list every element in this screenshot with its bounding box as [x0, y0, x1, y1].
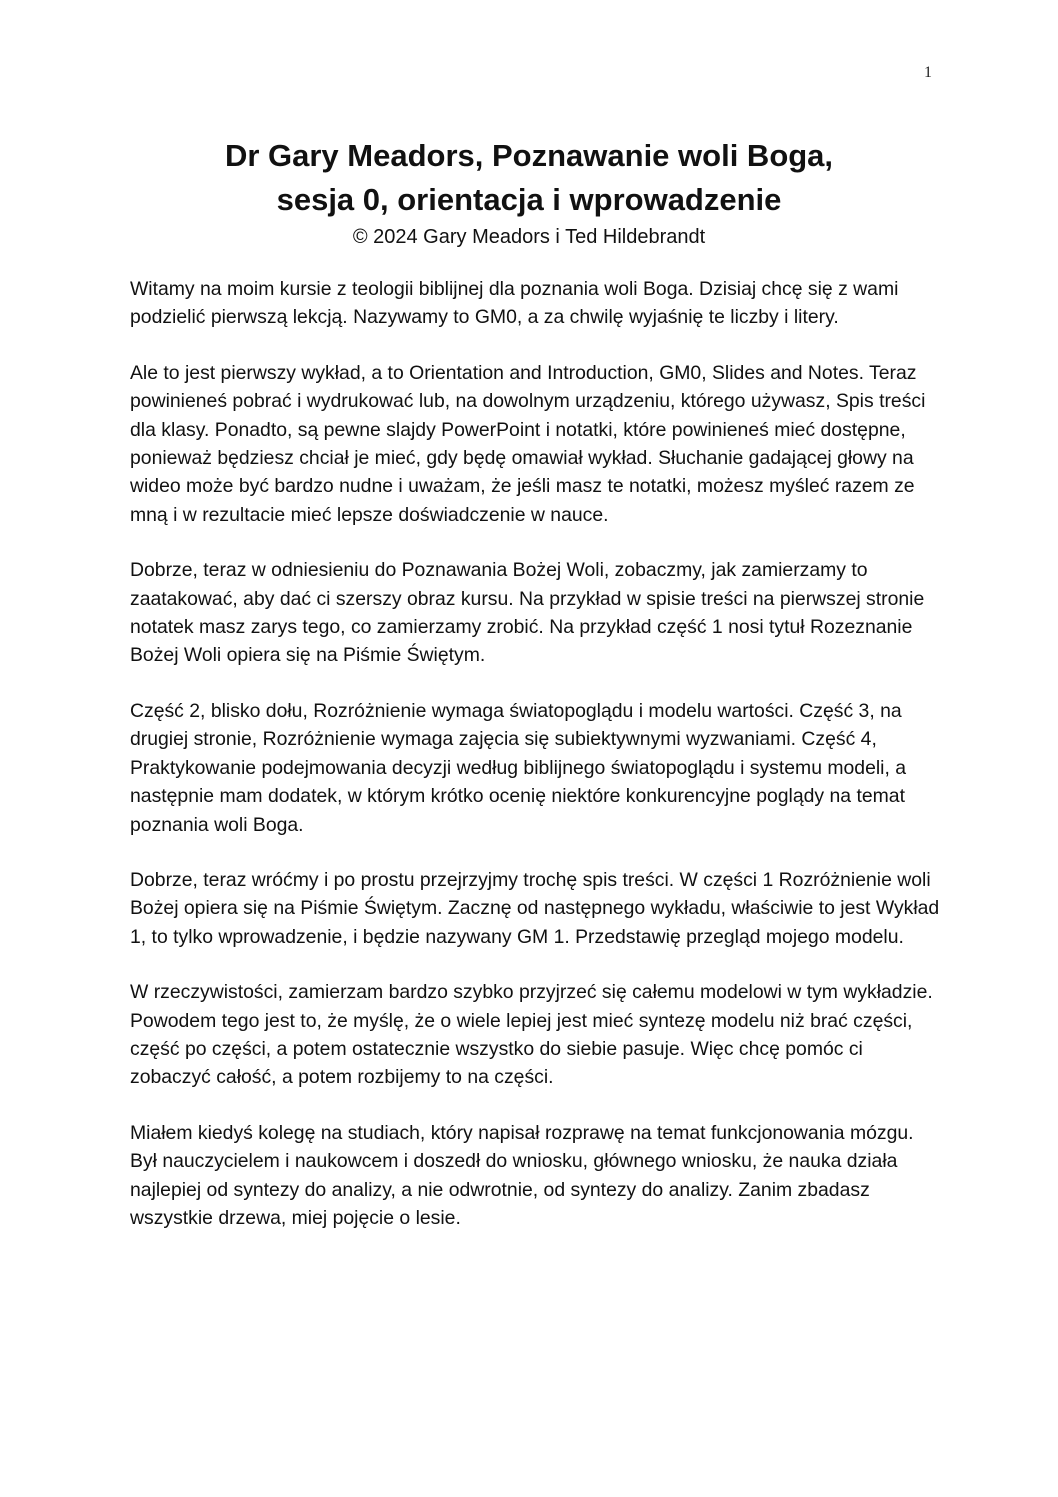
paragraph: Część 2, blisko dołu, Rozróżnienie wymaga światopoglądu i modelu wartości. Część 3, na drugiej stronie, Rozróżnienie wymaga zajęcia się subiektywnymi wyzwaniami. Część 4, Praktykowanie podejmowania decyzji według biblijnego światopoglądu i systemu modeli, a następnie mam dodatek, w którym krótko ocenię niektóre konkurencyjne poglądy na temat poznania woli Boga.: [130, 699, 907, 836]
paragraph: Miałem kiedyś kolegę na studiach, który napisał rozprawę na temat funkcjonowania mózgu. Był nauczycielem i naukowcem i doszedł do wniosku, głównego wniosku, że nauka działa najlepiej od syntezy do analizy, a nie odwrotnie, od syntezy do analizy. Zanim zbadasz wszystkie drzewa, miej pojęcie o lesie.: [130, 1121, 914, 1229]
paragraph: W rzeczywistości, zamierzam bardzo szybko przyjrzeć się całemu modelowi w tym wykładzie. Powodem tego jest to, że myślę, że o wiele lepiej jest mieć syntezę modelu niż brać części, część po części, a potem ostatecznie wszystko do siebie pasuje. Więc chcę pomóc ci zobaczyć całość, a potem rozbijemy to na części.: [130, 981, 933, 1089]
document-title-line-2: sesja 0, orientacja i wprowadzenie: [276, 182, 782, 217]
page-number: 1: [924, 64, 932, 81]
paragraph: Ale to jest pierwszy wykład, a to Orientation and Introduction, GM0, Slides and Notes. Teraz powinieneś pobrać i wydrukować lub, na dowolnym urządzeniu, którego używasz, Spis treści dla klasy. Ponadto, są pewne slajdy PowerPoint i notatki, które powinieneś mieć dostępne, ponieważ będziesz chciał je mieć, gdy będę omawiał wykład. Słuchanie gadającej głowy na wideo może być bardzo nudne i uważam, że jeśli masz te notatki, możesz myśleć razem ze mną i w rezultacie mieć lepsze doświadczenie w nauce.: [130, 361, 926, 526]
paragraph: Witamy na moim kursie z teologii biblijnej dla poznania woli Boga. Dzisiaj chcę się z wami podzielić pierwszą lekcją. Nazywamy to GM0, a za chwilę wyjaśnię te liczby i litery.: [130, 278, 899, 329]
copyright-notice: © 2024 Gary Meadors i Ted Hildebrandt: [352, 226, 706, 248]
document-title-line-1: Dr Gary Meadors, Poznawanie woli Boga,: [224, 138, 834, 173]
document-header: [0, 134, 1058, 250]
paragraph: Dobrze, teraz w odniesieniu do Poznawania Bożej Woli, zobaczmy, jak zamierzamy to zaatakować, aby dać ci szerszy obraz kursu. Na przykład w spisie treści na pierwszej stronie notatek masz zarys tego, co zamierzamy zrobić. Na przykład część 1 nosi tytuł Rozeznanie Bożej Woli opiera się na Piśmie Świętym.: [130, 559, 925, 667]
document-body: [130, 275, 942, 1259]
paragraph: Dobrze, teraz wróćmy i po prostu przejrzyjmy trochę spis treści. W części 1 Rozróżnienie woli Bożej opiera się na Piśmie Świętym. Zacznę od następnego wykładu, właściwie to jest Wykład 1, to tylko wprowadzenie, i będzie nazywany GM 1. Przedstawię przegląd mojego modelu.: [130, 868, 940, 948]
